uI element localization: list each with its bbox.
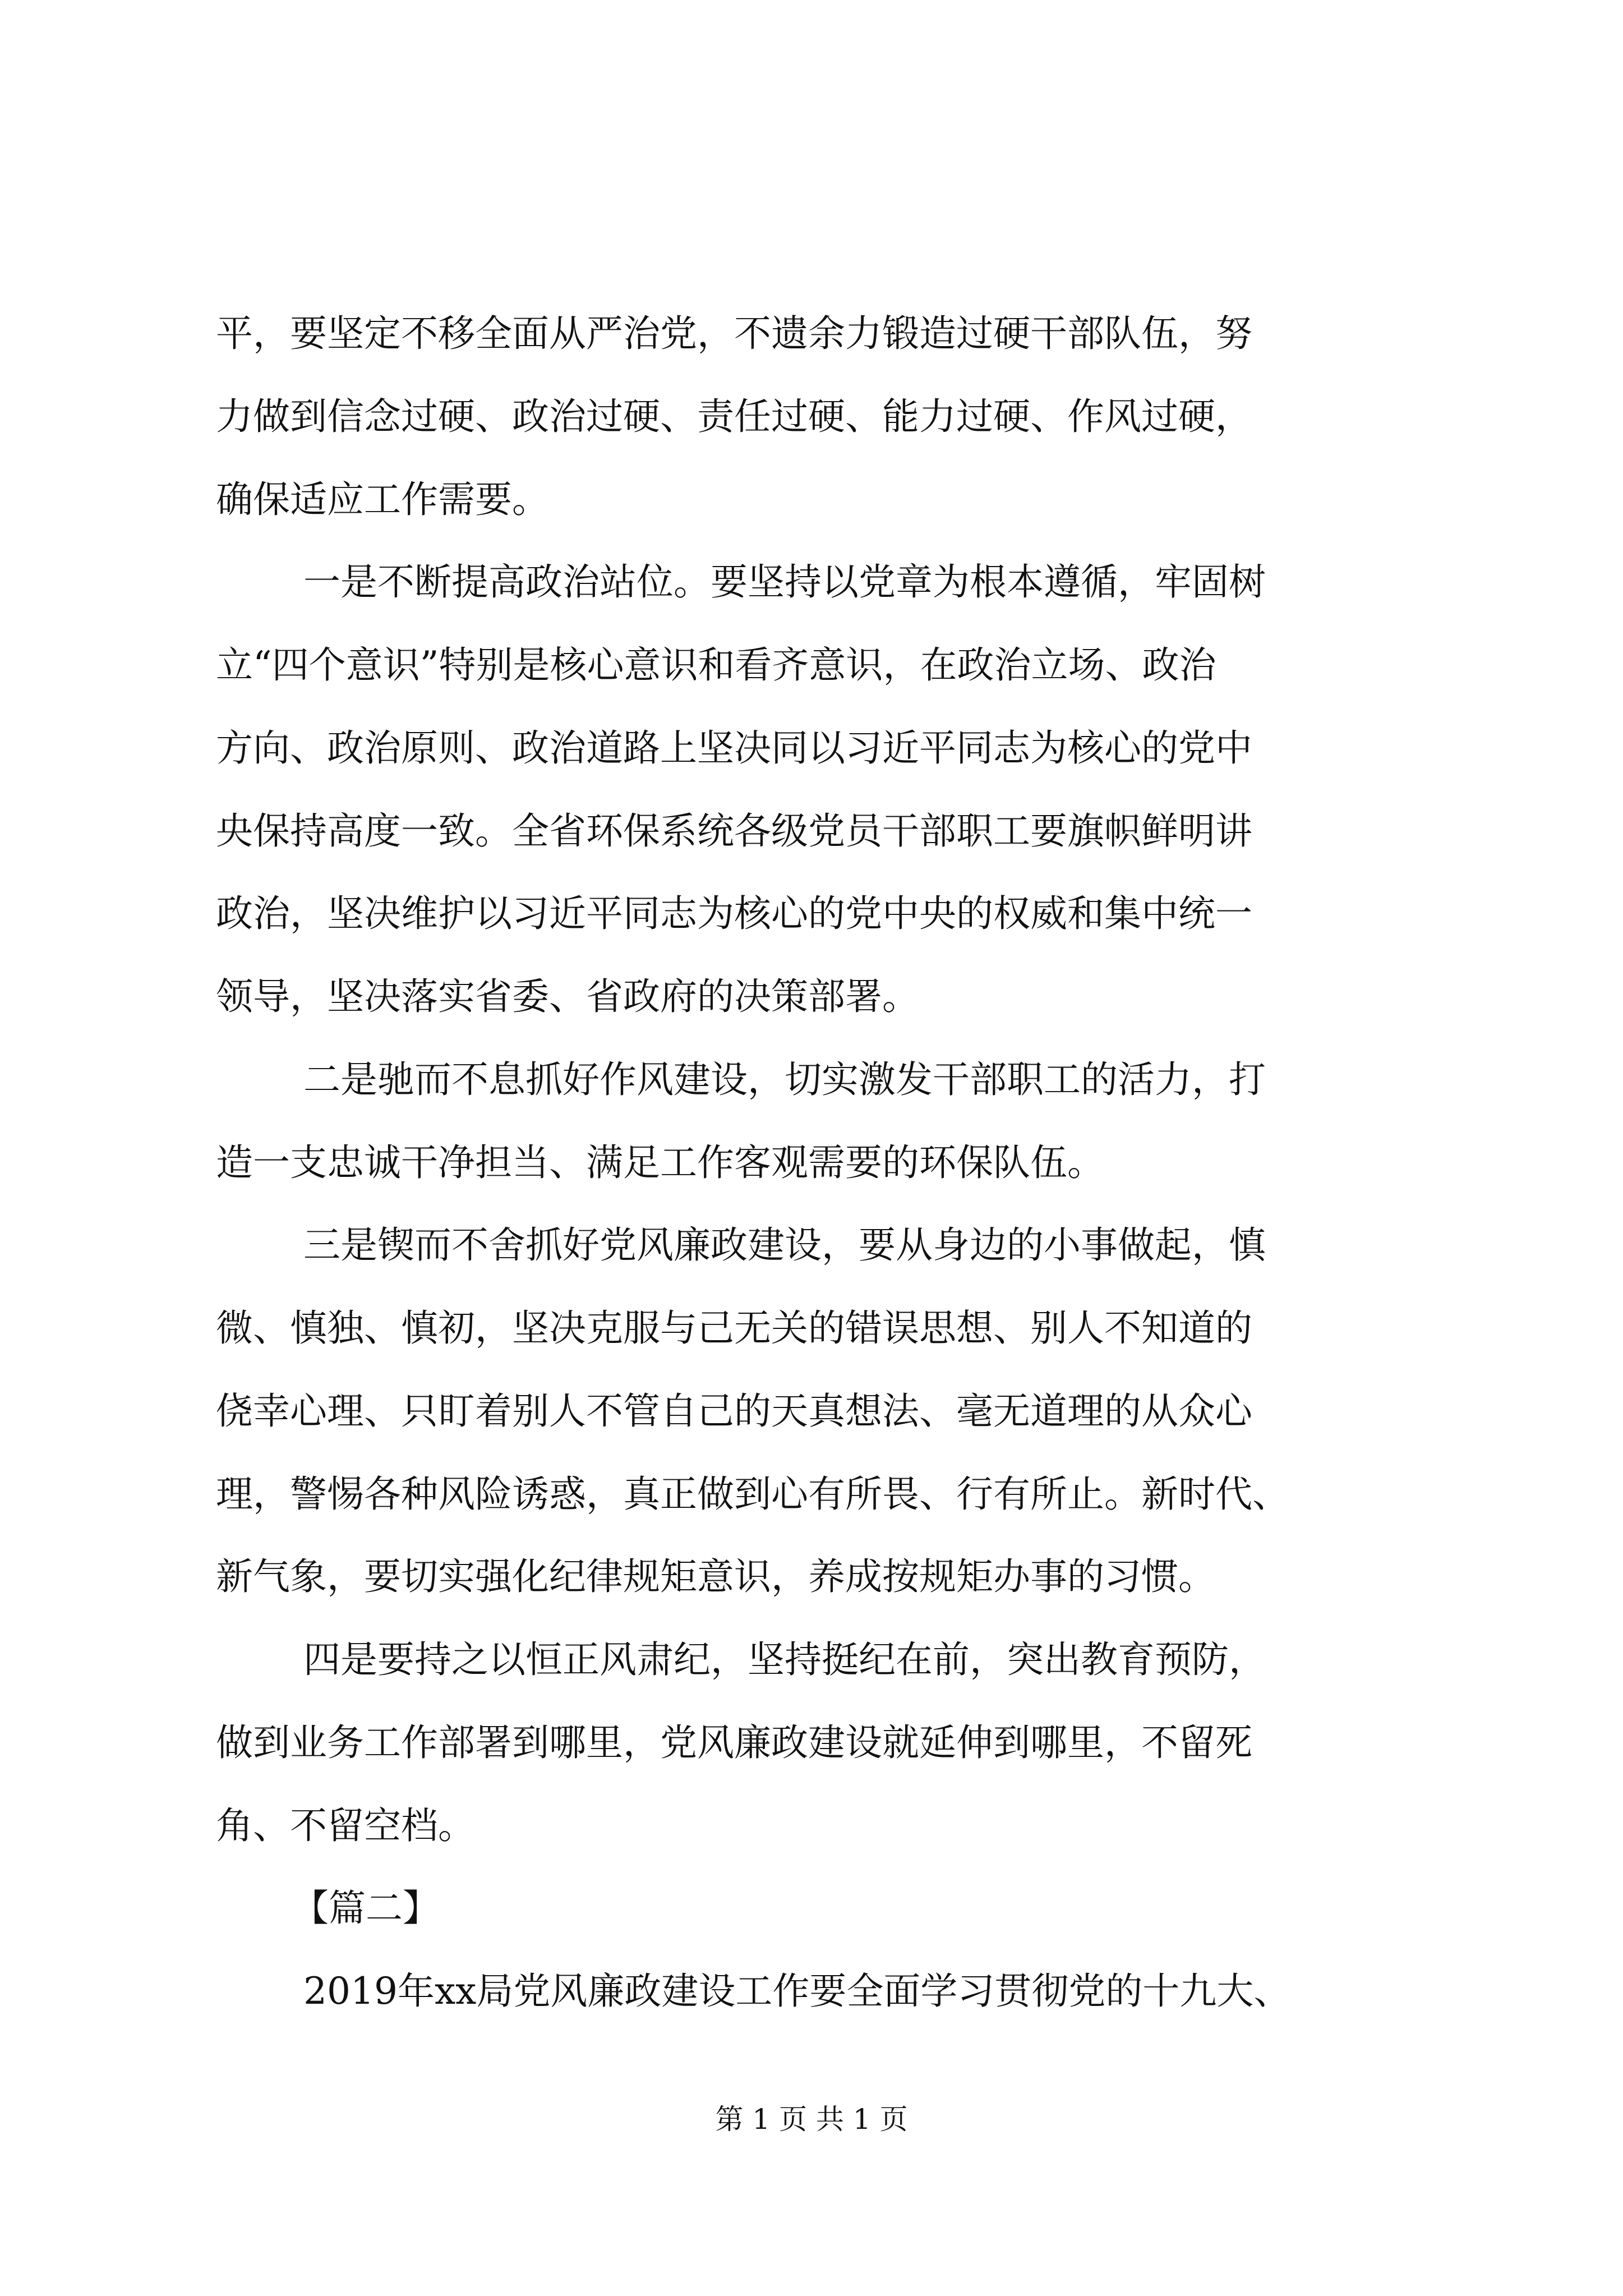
text-line: 央保持高度一致。全省环保系统各级党员干部职工要旗帜鲜明讲 — [216, 809, 1252, 853]
text-line: 理，警惕各种风险诱惑，真正做到心有所畏、行有所止。新时代、 — [216, 1473, 1289, 1516]
text-line: 造一支忠诚干净担当、满足工作客观需要的环保队伍。 — [216, 1141, 1104, 1184]
text-line: 方向、政治原则、政治道路上坚决同以习近平同志为核心的党中 — [216, 726, 1252, 770]
page-number-footer: 第 1 页 共 1 页 — [715, 2103, 908, 2136]
paragraph-line: 三是锲而不舍抓好党风廉政建设，要从身边的小事做起，慎 — [303, 1223, 1266, 1267]
text-line: 角、不留空档。 — [216, 1804, 475, 1847]
text-line: 新气象，要切实强化纪律规矩意识，养成按规矩办事的习惯。 — [216, 1555, 1215, 1598]
paragraph-line: 一是不断提高政治站位。要坚持以党章为根本遵循，牢固树 — [303, 560, 1266, 604]
text-line: 确保适应工作需要。 — [216, 478, 549, 521]
text-line: 侥幸心理、只盯着别人不管自己的天真想法、毫无道理的从众心 — [216, 1389, 1252, 1433]
paragraph-line: 二是驰而不息抓好作风建设，切实激发干部职工的活力，打 — [303, 1058, 1266, 1101]
text-line: 平，要坚定不移全面从严治党，不遗余力锻造过硬干部队伍，努 — [216, 312, 1252, 355]
text-line: 微、慎独、慎初，坚决克服与己无关的错误思想、别人不知道的 — [216, 1306, 1252, 1350]
text-line: 做到业务工作部署到哪里，党风廉政建设就延伸到哪里，不留死 — [216, 1721, 1252, 1764]
text-line: 领导，坚决落实省委、省政府的决策部署。 — [216, 975, 919, 1018]
text-line: 政治，坚决维护以习近平同志为核心的党中央的权威和集中统一 — [216, 892, 1252, 935]
section-heading: 【篇二】 — [292, 1887, 440, 1930]
text-line: 力做到信念过硬、政治过硬、责任过硬、能力过硬、作风过硬， — [216, 395, 1252, 438]
paragraph-line: 四是要持之以恒正风肃纪，坚持挺纪在前，突出教育预防， — [303, 1638, 1266, 1681]
text-line: 立“四个意识”特别是核心意识和看齐意识，在政治立场、政治 — [216, 643, 1216, 687]
paragraph-line: 2019年xx局党风廉政建设工作要全面学习贯彻党的十九大、 — [303, 1970, 1291, 2013]
